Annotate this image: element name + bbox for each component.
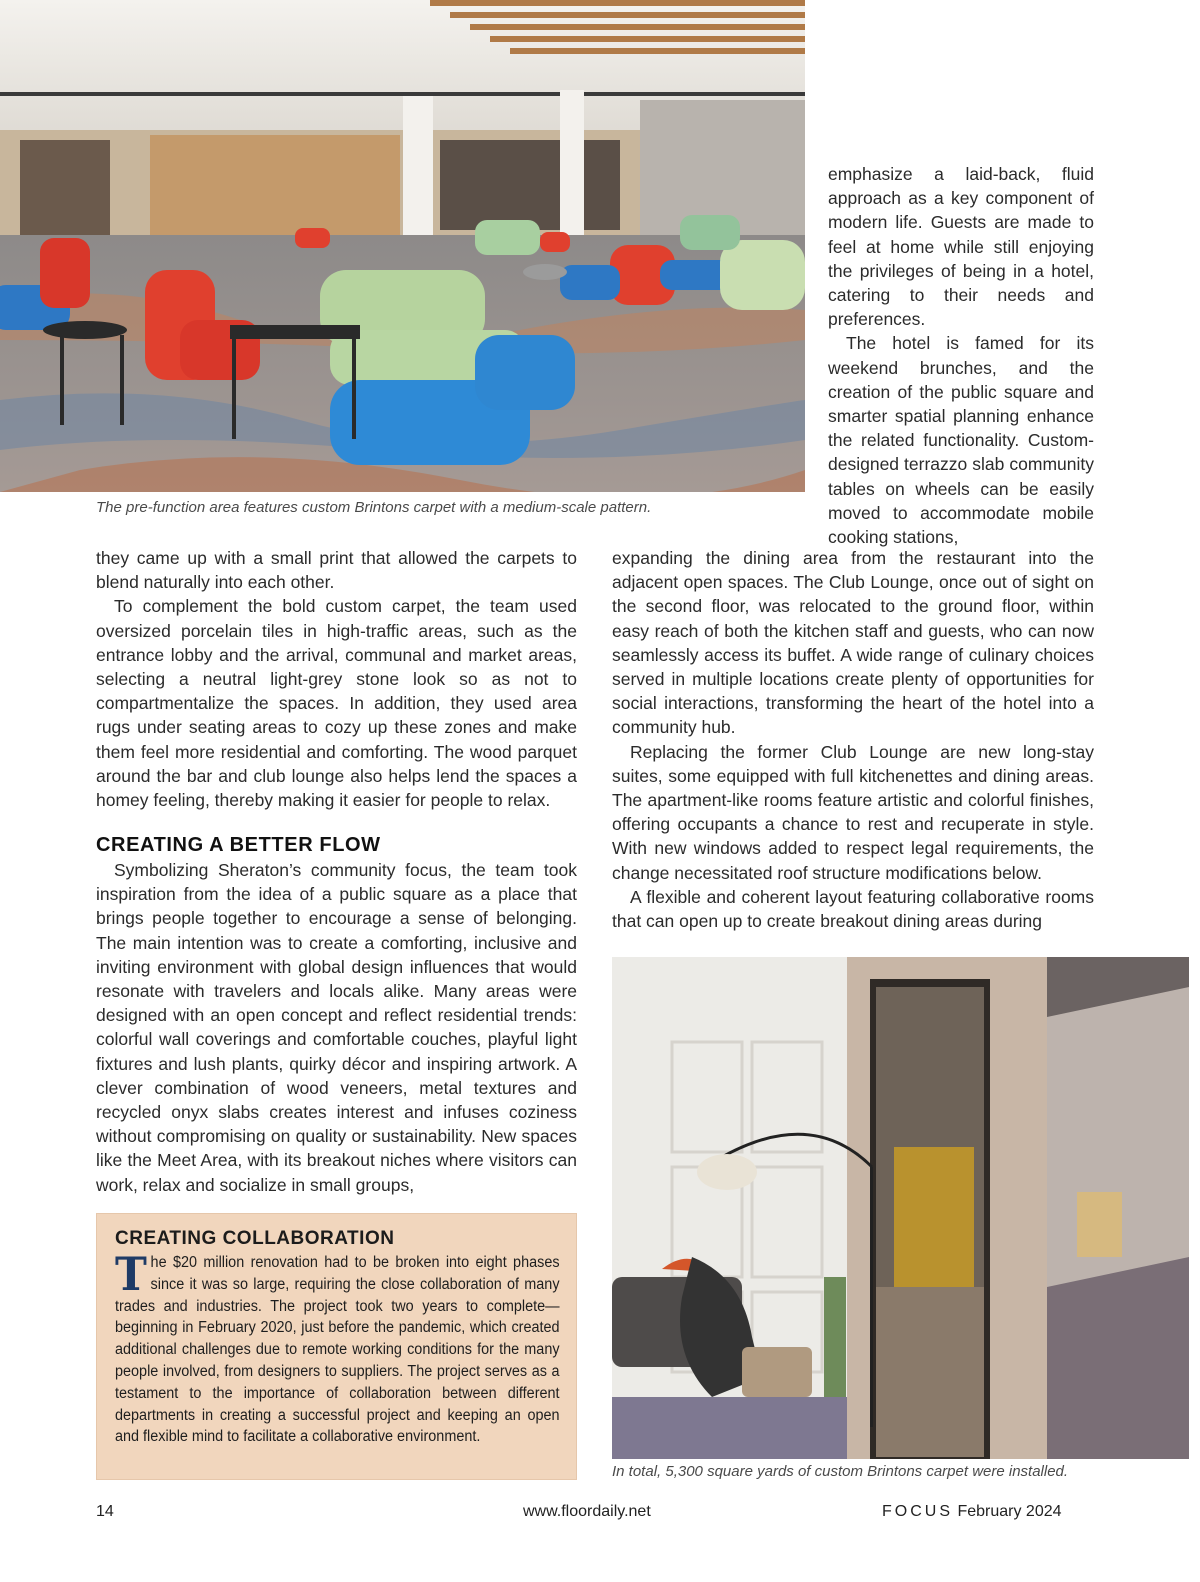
paragraph: A flexible and coherent layout featuring collaborative rooms that can open up to create breakout dining areas during [612, 886, 1094, 932]
section-heading-flow: CREATING A BETTER FLOW [96, 834, 381, 856]
right-column [612, 546, 1094, 933]
bottom-photo-caption: In total, 5,300 square yards of custom Brintons carpet were installed. [612, 1463, 1069, 1480]
issue-date: February 2024 [957, 1503, 1062, 1520]
sidebar-body [115, 1247, 560, 1448]
left-column-upper [96, 546, 577, 812]
paragraph: To complement the bold custom carpet, the team used oversized porcelain tiles in high-traffic areas, such as the entrance lobby and the arrival, communal and market areas, selecting a neutral light-grey stone look so as not to compartmentalize the spaces. In addition, they used area rugs under seating areas to cozy up these zones and make them feel more residential and comforting. The wood parquet around the bar and club lounge also helps lend the spaces a homey feeling, thereby making it easier for people to relax. [96, 596, 577, 811]
website-url: www.floordaily.net [523, 1503, 651, 1520]
magazine-brand: FOCUS [882, 1503, 953, 1520]
left-column-lower [96, 858, 577, 1197]
sidebar-text: he $20 million renovation had to be broken into eight phases since it was so large, requiring the close collaboration of many trades and industries. The project took two years to complete— beginning in February 2020, just before the pandemic, which created additional challenges due to remote working conditions for the many people involved, from designers to suppliers. The project serves as a testament to the importance of collaboration between different departments in creating a successful project and keeping an open and flexible mind to facilitate a collaborative environment. [115, 1254, 560, 1446]
collaboration-sidebar [96, 1213, 577, 1480]
prefunction-area-photo [0, 0, 805, 492]
drop-cap: T [115, 1247, 147, 1301]
top-right-column [828, 162, 1094, 549]
paragraph: The hotel is famed for its weekend brunches, and the creation of the public square and smarter spatial planning enhance the related functionality. Custom-designed terrazzo slab community tables on wheels can be easily moved to accommodate mobile cooking stations, [828, 333, 1094, 548]
paragraph: they came up with a small print that allowed the carpets to blend naturally into each other. [96, 548, 577, 593]
page-number: 14 [96, 1503, 114, 1520]
paragraph: expanding the dining area from the restaurant into the adjacent open spaces. The Club Lounge, once out of sight on the second floor, was relocated to the ground floor, within easy reach of both the kitchen staff and guests, who can now seamlessly access its buffet. A wide range of culinary choices served in multiple locations create plenty of opportunities for social interactions, transforming the heart of the hotel into a community hub. [612, 548, 1094, 738]
paragraph: Symbolizing Sheraton’s community focus, the team took inspiration from the idea of a public square as a place that brings people together to encourage a sense of belonging. The main intention was to create a comforting, inclusive and inviting environment with global design influences that would resonate with travelers and locals alike. Many areas were designed with an open concept and reflect residential trends: colorful wall coverings and comfortable couches, playful light fixtures and lush plants, quirky décor and inspiring artwork. A clever combination of wood veneers, metal textures and recycled onyx slabs creates interest and infuses coziness without compromising on quality or sustainability. New spaces like the Meet Area, with its breakout niches where visitors can work, relax and socialize in small groups, [96, 860, 577, 1195]
magazine-issue [882, 1503, 1062, 1521]
paragraph: emphasize a laid-back, fluid approach as a key component of modern life. Guests are made to feel at home while still enjoying the privileges of being in a hotel, catering to their needs and preferences. [828, 164, 1094, 330]
sidebar-title: CREATING COLLABORATION [115, 1228, 395, 1249]
top-photo-caption: The pre-function area features custom Brintons carpet with a medium-scale pattern. [96, 499, 652, 516]
paragraph: Replacing the former Club Lounge are new long-stay suites, some equipped with full kitchenettes and dining areas. The apartment-like rooms feature artistic and colorful finishes, offering occupants a chance to rest and recuperate in style. With new windows added to respect legal requirements, the change necessitated roof structure modifications below. [612, 741, 1094, 883]
lounge-corridor-photo [612, 957, 1189, 1459]
